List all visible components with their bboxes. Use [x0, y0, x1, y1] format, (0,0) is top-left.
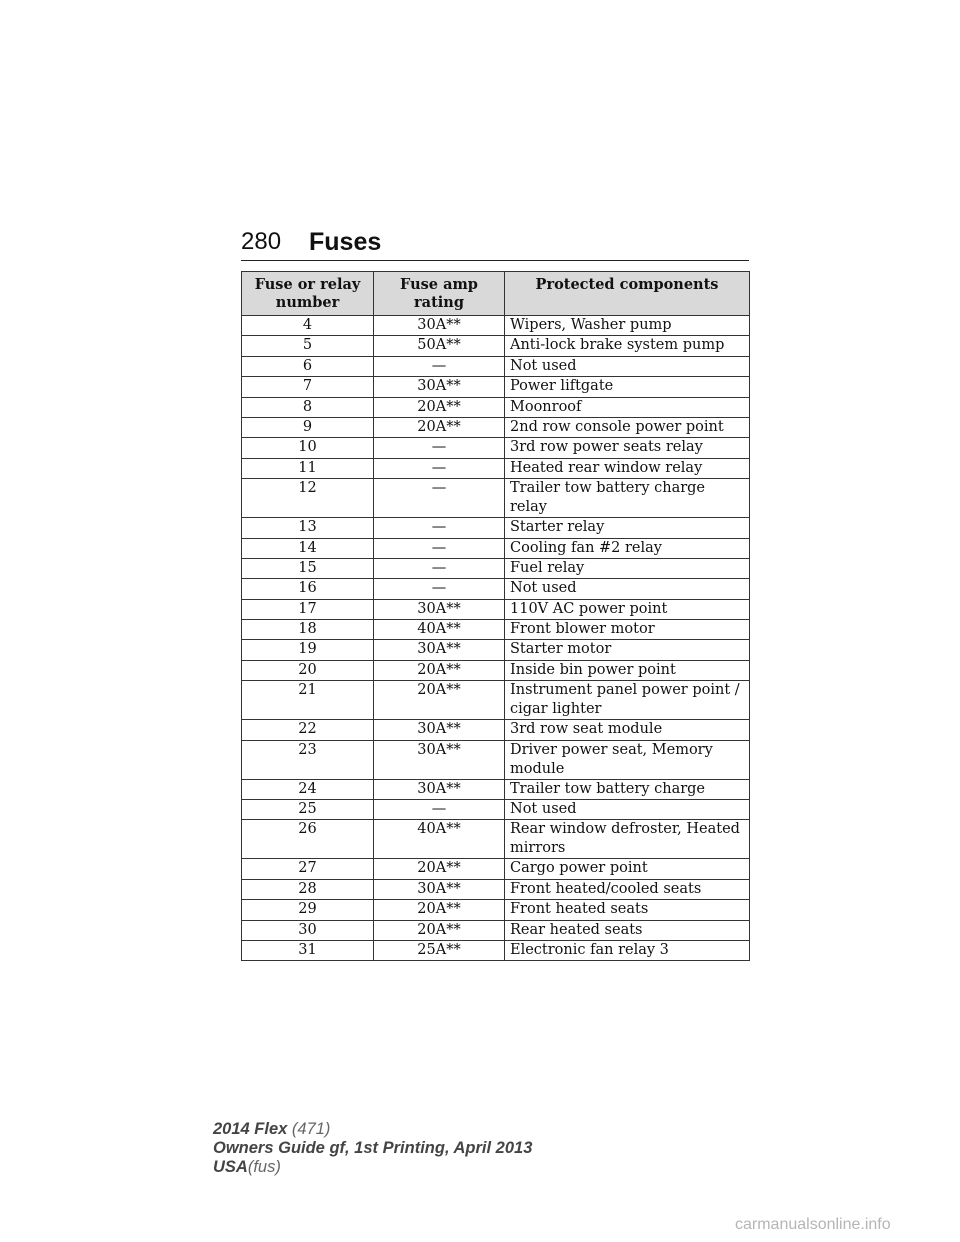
protected-component-cell: Starter relay: [505, 518, 750, 538]
table-row: [242, 900, 750, 920]
fuse-number-cell: 7: [242, 377, 374, 397]
fuse-rating-cell: —: [374, 356, 505, 376]
protected-component-cell: Front heated/cooled seats: [505, 879, 750, 899]
footer-model: 2014 Flex: [213, 1120, 288, 1138]
fuse-number-cell: 23: [242, 740, 374, 779]
watermark: carmanualsonline.info: [735, 1216, 891, 1233]
fuse-rating-cell: 20A**: [374, 417, 505, 437]
fuse-rating-cell: 50A**: [374, 336, 505, 356]
protected-component-cell: Instrument panel power point / cigar lighter: [505, 681, 750, 720]
fuse-rating-cell: 30A**: [374, 599, 505, 619]
fuse-table-body: [242, 316, 750, 961]
fuse-rating-cell: 20A**: [374, 681, 505, 720]
fuse-number-cell: 11: [242, 458, 374, 478]
table-row: [242, 518, 750, 538]
fuse-table: [241, 271, 750, 961]
table-row: [242, 479, 750, 518]
table-row: [242, 397, 750, 417]
fuse-number-cell: 15: [242, 558, 374, 578]
fuse-rating-cell: —: [374, 458, 505, 478]
fuse-number-cell: 21: [242, 681, 374, 720]
fuse-number-cell: 10: [242, 438, 374, 458]
page-number: 280: [241, 228, 282, 255]
protected-component-cell: 3rd row power seats relay: [505, 438, 750, 458]
table-row: [242, 538, 750, 558]
fuse-number-cell: 17: [242, 599, 374, 619]
protected-component-cell: Front blower motor: [505, 620, 750, 640]
table-row: [242, 579, 750, 599]
fuse-number-cell: 14: [242, 538, 374, 558]
fuse-number-cell: 20: [242, 660, 374, 680]
protected-component-cell: Heated rear window relay: [505, 458, 750, 478]
fuse-number-cell: 29: [242, 900, 374, 920]
fuse-number-cell: 24: [242, 779, 374, 799]
table-row: [242, 640, 750, 660]
column-header-number: Fuse or relay number: [242, 272, 374, 316]
fuse-number-cell: 5: [242, 336, 374, 356]
fuse-number-cell: 6: [242, 356, 374, 376]
fuse-number-cell: 25: [242, 800, 374, 820]
table-row: [242, 740, 750, 779]
protected-component-cell: Rear window defroster, Heated mirrors: [505, 820, 750, 859]
fuse-number-cell: 16: [242, 579, 374, 599]
fuse-number-cell: 4: [242, 316, 374, 336]
table-row: [242, 356, 750, 376]
fuse-rating-cell: 30A**: [374, 316, 505, 336]
table-header-row: [242, 272, 750, 316]
footer-model-code: (471): [291, 1120, 331, 1138]
table-row: [242, 599, 750, 619]
fuse-number-cell: 13: [242, 518, 374, 538]
table-row: [242, 859, 750, 879]
table-row: [242, 681, 750, 720]
fuse-rating-cell: 40A**: [374, 620, 505, 640]
table-row: [242, 940, 750, 960]
table-row: [242, 417, 750, 437]
document-footer: [213, 1120, 532, 1177]
column-header-rating: Fuse amp rating: [374, 272, 505, 316]
fuse-rating-cell: 25A**: [374, 940, 505, 960]
fuse-rating-cell: —: [374, 538, 505, 558]
footer-line-3: [213, 1158, 532, 1177]
fuse-number-cell: 9: [242, 417, 374, 437]
protected-component-cell: Wipers, Washer pump: [505, 316, 750, 336]
fuse-rating-cell: 20A**: [374, 397, 505, 417]
fuse-number-cell: 18: [242, 620, 374, 640]
fuse-rating-cell: 40A**: [374, 820, 505, 859]
protected-component-cell: Not used: [505, 356, 750, 376]
fuse-rating-cell: 30A**: [374, 879, 505, 899]
protected-component-cell: Trailer tow battery charge: [505, 779, 750, 799]
table-row: [242, 558, 750, 578]
fuse-number-cell: 26: [242, 820, 374, 859]
fuse-rating-cell: 20A**: [374, 920, 505, 940]
table-row: [242, 438, 750, 458]
protected-component-cell: Not used: [505, 800, 750, 820]
fuse-rating-cell: —: [374, 800, 505, 820]
protected-component-cell: Power liftgate: [505, 377, 750, 397]
fuse-number-cell: 22: [242, 720, 374, 740]
protected-component-cell: Rear heated seats: [505, 920, 750, 940]
fuse-number-cell: 31: [242, 940, 374, 960]
footer-line-1: [213, 1120, 532, 1139]
table-row: [242, 920, 750, 940]
table-row: [242, 316, 750, 336]
fuse-number-cell: 19: [242, 640, 374, 660]
fuse-rating-cell: —: [374, 479, 505, 518]
fuse-rating-cell: 30A**: [374, 377, 505, 397]
protected-component-cell: Cargo power point: [505, 859, 750, 879]
protected-component-cell: Trailer tow battery charge relay: [505, 479, 750, 518]
table-row: [242, 879, 750, 899]
fuse-rating-cell: 20A**: [374, 660, 505, 680]
column-header-components: Protected components: [505, 272, 750, 316]
table-row: [242, 377, 750, 397]
footer-market-code: (fus): [247, 1158, 281, 1176]
fuse-rating-cell: —: [374, 558, 505, 578]
protected-component-cell: Not used: [505, 579, 750, 599]
protected-component-cell: Moonroof: [505, 397, 750, 417]
fuse-number-cell: 27: [242, 859, 374, 879]
protected-component-cell: Electronic fan relay 3: [505, 940, 750, 960]
protected-component-cell: 2nd row console power point: [505, 417, 750, 437]
fuse-rating-cell: 30A**: [374, 740, 505, 779]
protected-component-cell: Fuel relay: [505, 558, 750, 578]
section-title: Fuses: [309, 228, 382, 256]
fuse-rating-cell: 30A**: [374, 720, 505, 740]
table-row: [242, 800, 750, 820]
fuse-rating-cell: 30A**: [374, 640, 505, 660]
table-row: [242, 820, 750, 859]
footer-market: USA: [213, 1158, 248, 1176]
protected-component-cell: Inside bin power point: [505, 660, 750, 680]
protected-component-cell: Cooling fan #2 relay: [505, 538, 750, 558]
protected-component-cell: 110V AC power point: [505, 599, 750, 619]
page-header: [241, 228, 749, 261]
fuse-number-cell: 8: [242, 397, 374, 417]
protected-component-cell: Front heated seats: [505, 900, 750, 920]
fuse-rating-cell: —: [374, 518, 505, 538]
fuse-rating-cell: 20A**: [374, 900, 505, 920]
table-row: [242, 660, 750, 680]
fuse-number-cell: 28: [242, 879, 374, 899]
fuse-rating-cell: —: [374, 438, 505, 458]
fuse-number-cell: 12: [242, 479, 374, 518]
table-row: [242, 620, 750, 640]
fuse-number-cell: 30: [242, 920, 374, 940]
table-row: [242, 720, 750, 740]
table-row: [242, 336, 750, 356]
footer-line-2: Owners Guide gf, 1st Printing, April 2013: [213, 1139, 533, 1157]
fuse-rating-cell: 20A**: [374, 859, 505, 879]
protected-component-cell: Starter motor: [505, 640, 750, 660]
protected-component-cell: Driver power seat, Memory module: [505, 740, 750, 779]
protected-component-cell: 3rd row seat module: [505, 720, 750, 740]
fuse-rating-cell: 30A**: [374, 779, 505, 799]
protected-component-cell: Anti-lock brake system pump: [505, 336, 750, 356]
table-row: [242, 458, 750, 478]
fuse-rating-cell: —: [374, 579, 505, 599]
table-row: [242, 779, 750, 799]
